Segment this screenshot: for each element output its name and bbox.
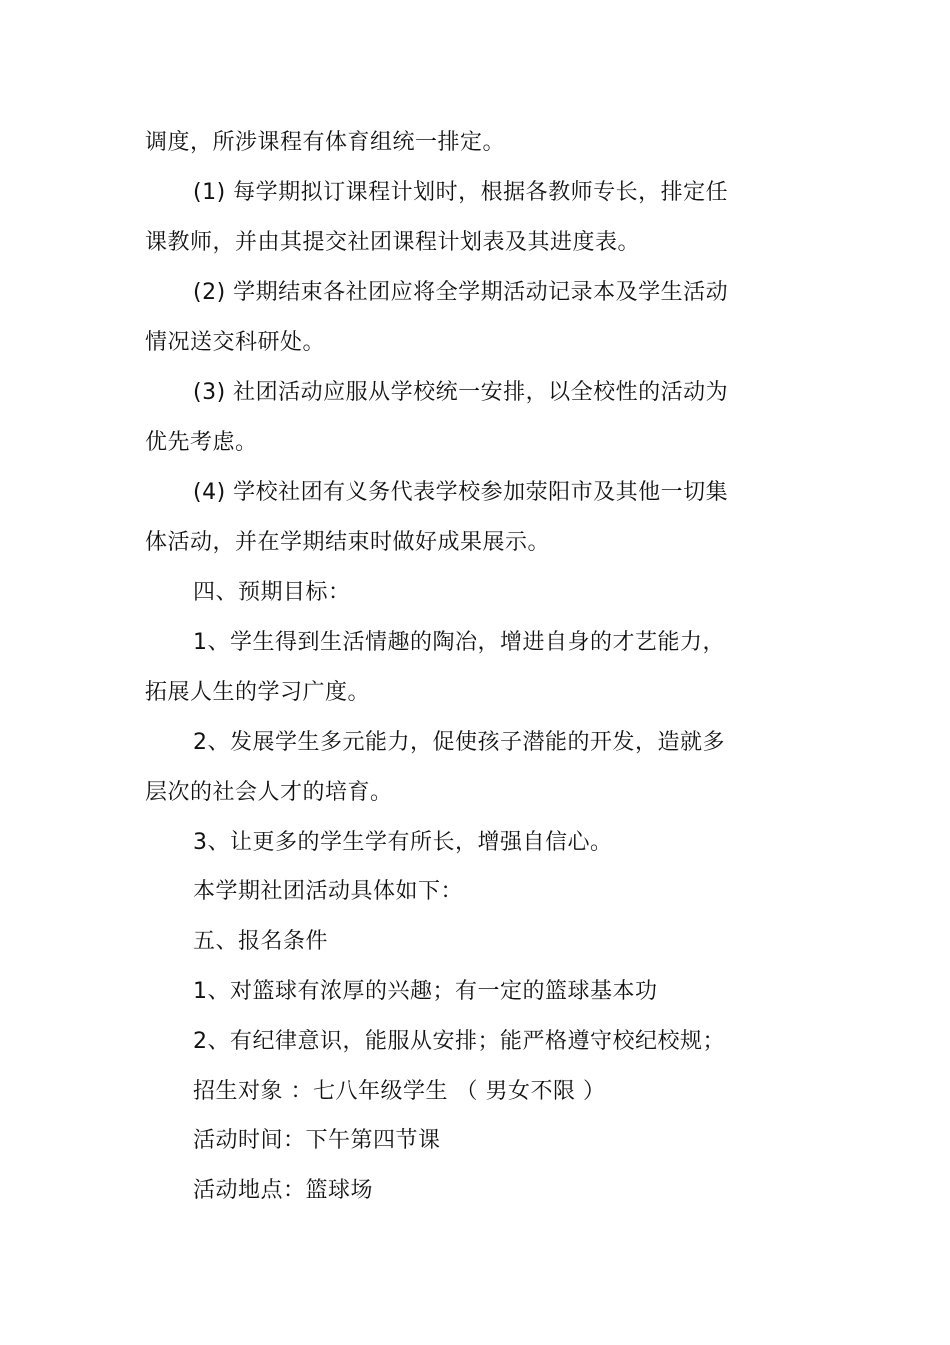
text-line: 情况送交科研处。 bbox=[145, 330, 326, 355]
text-line: (4) 学校社团有义务代表学校参加荥阳市及其他一切集 bbox=[193, 480, 729, 505]
text-line: 体活动，并在学期结束时做好成果展示。 bbox=[145, 530, 551, 555]
text-line: 1、学生得到生活情趣的陶冶，增进自身的才艺能力， bbox=[193, 630, 725, 655]
text-line: 拓展人生的学习广度。 bbox=[145, 680, 371, 705]
text-line: 2、发展学生多元能力，促使孩子潜能的开发，造就多 bbox=[193, 730, 725, 755]
text-line: 活动时间：下午第四节课 bbox=[193, 1128, 441, 1153]
text-line: (2) 学期结束各社团应将全学期活动记录本及学生活动 bbox=[193, 280, 729, 305]
text-line: 层次的社会人才的培育。 bbox=[145, 780, 393, 805]
text-line: 招生对象 ：七八年级学生 （ 男女不限 ） bbox=[193, 1079, 606, 1104]
text-line: (1) 每学期拟订课程计划时，根据各教师专长，排定任 bbox=[193, 180, 729, 205]
text-line: 活动地点：篮球场 bbox=[193, 1178, 374, 1203]
text-line: (3) 社团活动应服从学校统一安排，以全校性的活动为 bbox=[193, 380, 729, 405]
text-line: 1、对篮球有浓厚的兴趣；有一定的篮球基本功 bbox=[193, 979, 658, 1004]
text-line: 课教师，并由其提交社团课程计划表及其进度表。 bbox=[145, 230, 641, 255]
text-line: 2、有纪律意识，能服从安排；能严格遵守校纪校规； bbox=[193, 1029, 725, 1054]
section-heading: 四、预期目标： bbox=[193, 580, 351, 605]
text-line: 优先考虑。 bbox=[145, 430, 258, 455]
text-line: 3、让更多的学生学有所长，增强自信心。 bbox=[193, 830, 613, 855]
text-line: 本学期社团活动具体如下： bbox=[193, 879, 464, 904]
section-heading: 五、报名条件 bbox=[193, 929, 329, 954]
text-line: 调度，所涉课程有体育组统一排定。 bbox=[145, 130, 506, 155]
